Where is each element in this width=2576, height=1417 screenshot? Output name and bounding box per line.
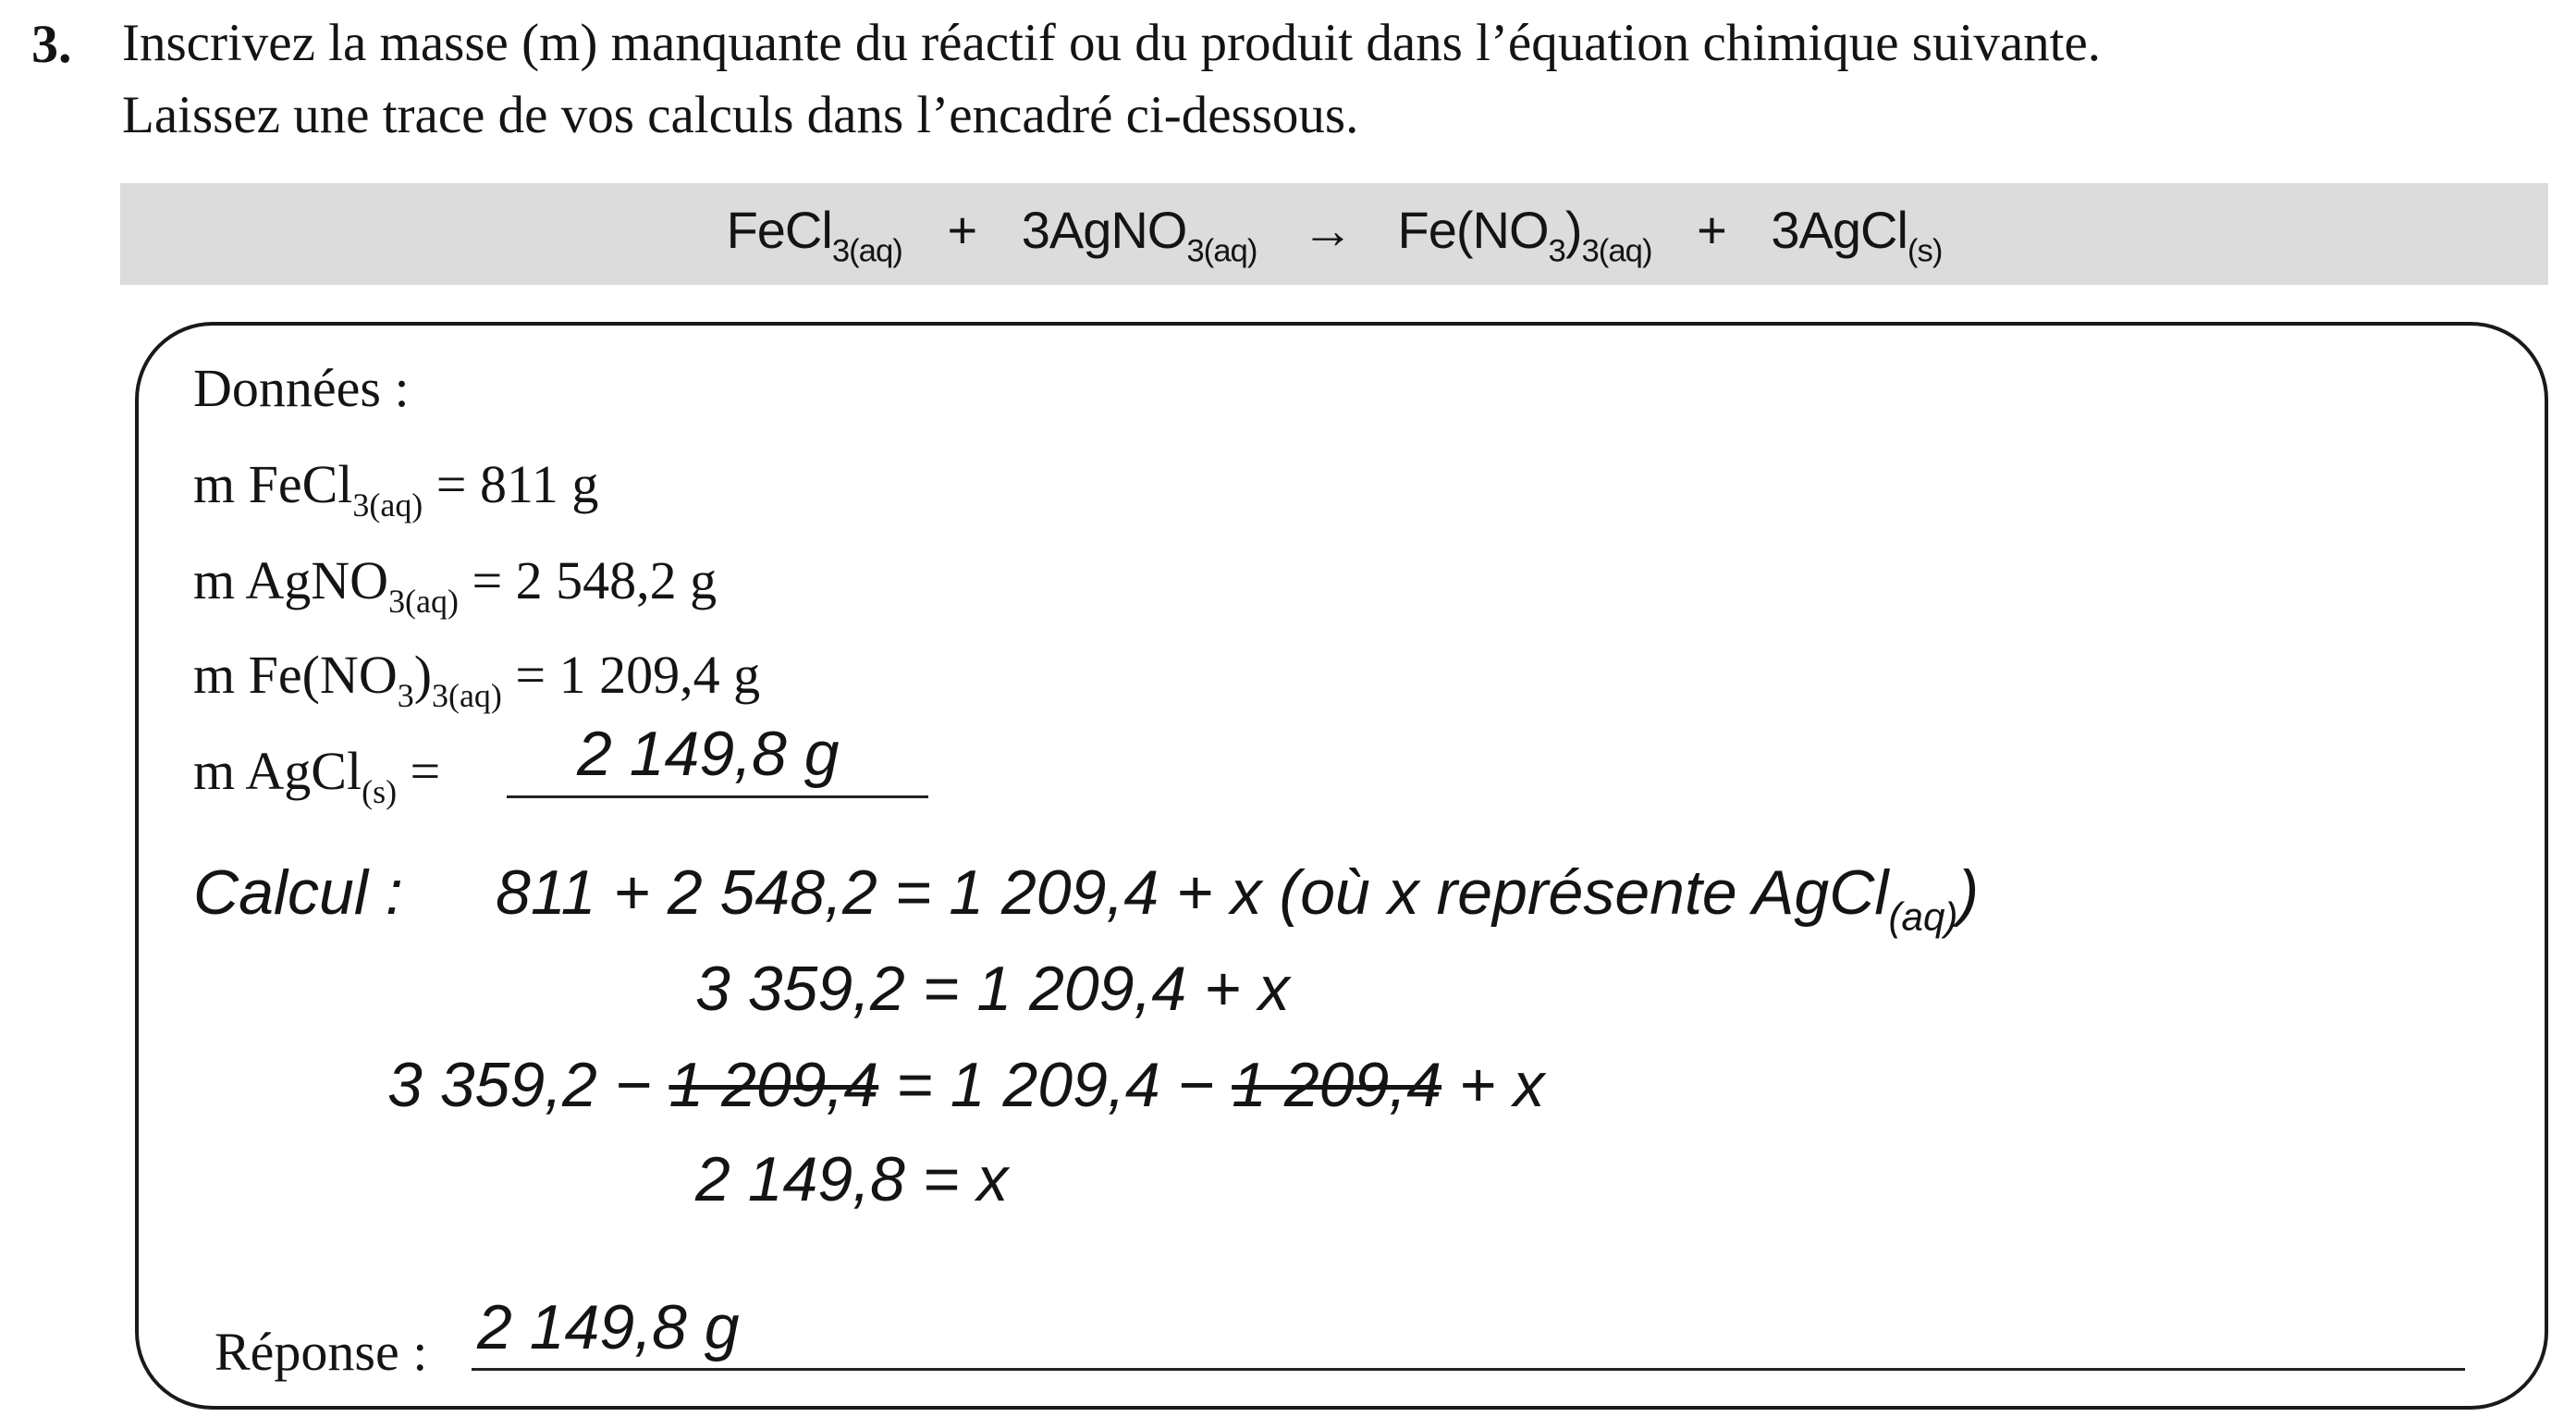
question-number: 3. [31,14,72,74]
question-instruction: Inscrivez la masse (m) manquante du réactif ou du produit dans l’équation chimique suivante. [122,14,2102,72]
reactant-fecl3: FeCl$_{3(aq)}$ [726,201,902,269]
data-row-fe-no3-3: m $Fe(NO_3)_{3(aq)} = 1$ 209,4 g [193,645,761,715]
agcl-mass-answer: 2 149,8 g [577,719,840,789]
reactant-agno3: 3AgNO$_{3(aq)}$ [1021,201,1257,269]
plus-sign: + [947,201,977,259]
data-row-agcl: m AgCl$_{(s)}$ = [193,741,441,811]
plus-sign: + [1697,201,1726,259]
calcul-line-1: 811 + 2 548,2 = 1 209,4 + x (où x représente AgCl$_{(aq)}$) [496,857,1980,939]
calcul-line-4: 2 149,8 = x [695,1144,1009,1214]
data-row-fecl3: m FeCl$_{3(aq)}$ = 811 g [193,454,599,524]
struck-term: 1 209,4 [1232,1050,1442,1120]
reponse-answer: 2 149,8 g [477,1292,740,1362]
struck-term: 1 209,4 [669,1050,879,1120]
product-agcl: 3AgCl$_{(s)}$ [1771,201,1943,269]
calcul-line-2: 3 359,2 = 1 209,4 + x [695,954,1290,1024]
calcul-label: Calcul : [193,857,403,928]
product-fe-no3-3: $Fe(NO_3)_{3(aq)}$ [1397,201,1652,269]
reponse-line [472,1368,2465,1371]
agcl-answer-line [507,795,928,798]
data-row-agno3: m AgNO$_{3(aq)}$ = 2 548,2 g [193,550,718,621]
donnees-title: Données : [193,358,410,418]
chemical-equation [120,200,2548,269]
reponse-label: Réponse : [215,1322,428,1382]
calcul-line-3: 3 359,2 − 1 209,4 = 1 209,4 − 1 209,4 + x [387,1050,1545,1120]
question-instruction-2: Laissez une trace de vos calculs dans l’encadré ci-dessous. [122,86,1359,144]
reaction-arrow: → [1301,201,1353,259]
